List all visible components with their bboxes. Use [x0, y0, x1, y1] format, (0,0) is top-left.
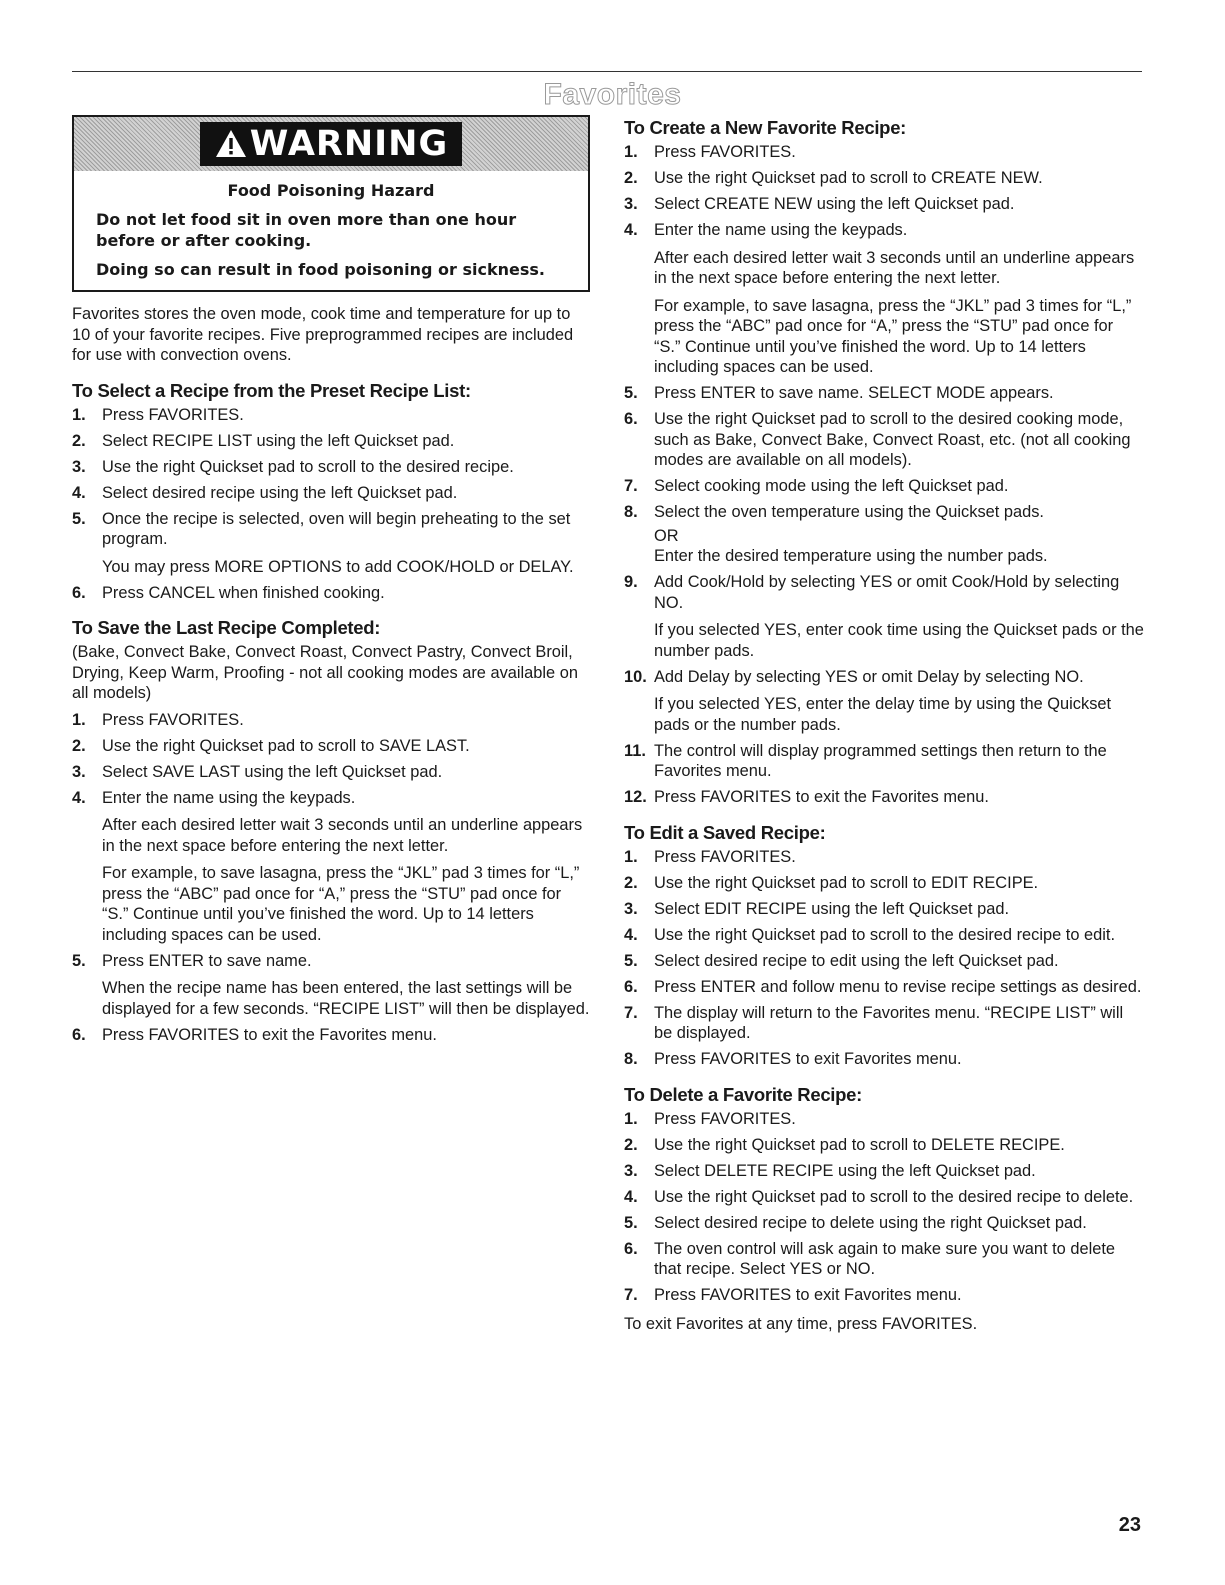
step-note: After each desired letter wait 3 seconds until an underline appears in the next space before entering the next letter.: [654, 248, 1135, 287]
list-item: [624, 667, 1144, 736]
step-text: Press CANCEL when finished cooking.: [102, 583, 385, 602]
step-text: Select SAVE LAST using the left Quickset pad.: [102, 762, 443, 781]
step-text: Add Delay by selecting YES or omit Delay by selecting NO.: [654, 667, 1084, 686]
step-text: Select RECIPE LIST using the left Quickset pad.: [102, 431, 455, 450]
step-number: 5.: [72, 951, 86, 970]
create-new-steps: [624, 142, 1144, 808]
step-text: Press FAVORITES.: [102, 405, 244, 424]
list-item: [72, 483, 590, 504]
step-number: 3.: [624, 195, 638, 213]
step-number: 8.: [624, 503, 638, 521]
save-last-intro: (Bake, Convect Bake, Convect Roast, Convect Pastry, Convect Broil, Drying, Keep Warm, Proofing - not all cooking modes are available on all models): [72, 643, 578, 702]
step-text: Press FAVORITES to exit Favorites menu.: [654, 1050, 962, 1068]
list-item: [624, 741, 1144, 782]
step-number: 10.: [624, 667, 647, 686]
step-text: Use the right Quickset pad to scroll to DELETE RECIPE.: [654, 1135, 1065, 1154]
warning-hazard: Food Poisoning Hazard: [227, 181, 435, 200]
step-number: 2.: [624, 1135, 638, 1154]
delete-steps: [624, 1109, 1144, 1306]
step-text: Press FAVORITES.: [654, 1109, 796, 1128]
or-label: OR: [654, 526, 679, 545]
list-item: [624, 925, 1144, 946]
section-heading-save-last: To Save the Last Recipe Completed:: [72, 617, 381, 638]
page-number: 23: [1118, 1514, 1141, 1536]
step-number: 7.: [624, 1003, 638, 1022]
step-text: Press FAVORITES to exit the Favorites menu.: [102, 1025, 437, 1044]
list-item: [624, 787, 1144, 808]
step-number: 6.: [72, 583, 86, 602]
step-number: 6.: [624, 1239, 638, 1258]
step-note: For example, to save lasagna, press the “JKL” pad 3 times for “L,” press the “ABC” pad once for “A,” press the “STU” pad once for “S.” Continue until you’ve finished the word. Up to 14 letters including spaces can be used.: [102, 864, 580, 944]
step-number: 5.: [72, 509, 86, 528]
left-column: [72, 115, 590, 1059]
step-number: 3.: [624, 899, 638, 918]
select-preset-steps: [72, 405, 590, 604]
step-text: Use the right Quickset pad to scroll to the desired recipe to delete.: [654, 1187, 1134, 1206]
step-number: 6.: [624, 410, 638, 428]
list-item: [72, 710, 590, 731]
step-number: 2.: [72, 431, 86, 450]
list-item: [624, 194, 1144, 215]
warning-line: Do not let food sit in oven more than one hour before or after cooking.: [96, 210, 517, 250]
step-note: When the recipe name has been entered, the last settings will be displayed for a few seconds. “RECIPE LIST” will then be displayed.: [102, 979, 590, 1018]
step-number: 4.: [624, 925, 638, 944]
list-item: [72, 405, 590, 426]
section-heading-create-new: To Create a New Favorite Recipe:: [624, 117, 907, 138]
step-text: The display will return to the Favorites menu. “RECIPE LIST” will be displayed.: [654, 1003, 1124, 1042]
step-text: Select EDIT RECIPE using the left Quickset pad.: [654, 899, 1009, 918]
step-note: If you selected YES, enter the delay time by using the Quickset pads or the number pads.: [654, 695, 1112, 734]
final-note: To exit Favorites at any time, press FAVORITES.: [624, 1314, 978, 1333]
list-item: [624, 1049, 1144, 1070]
intro-paragraph: Favorites stores the oven mode, cook time and temperature for up to 10 of your favorite recipes. Five preprogrammed recipes are included for use with convection ovens.: [72, 305, 574, 364]
list-item: [624, 873, 1144, 894]
warning-title: WARNING: [249, 124, 449, 164]
section-heading-edit-saved: To Edit a Saved Recipe:: [624, 821, 826, 843]
list-item: [72, 457, 590, 478]
step-number: 2.: [72, 736, 86, 755]
list-item: [624, 1187, 1144, 1208]
step-number: 1.: [624, 1109, 638, 1128]
step-text: Select DELETE RECIPE using the left Quickset pad.: [654, 1161, 1036, 1180]
step-number: 3.: [624, 1161, 638, 1180]
step-text: Press FAVORITES.: [654, 847, 796, 866]
save-last-steps: [72, 710, 590, 1046]
step-number: 4.: [72, 483, 86, 502]
page-title: Favorites: [543, 78, 682, 111]
step-number: 12.: [624, 788, 647, 806]
warning-title-block: [200, 122, 462, 166]
step-number: 2.: [624, 169, 638, 187]
step-text: Select desired recipe using the left Quickset pad.: [102, 483, 458, 502]
step-text: Press ENTER and follow menu to revise recipe settings as desired.: [654, 977, 1142, 996]
section-heading-select-preset: To Select a Recipe from the Preset Recipe List:: [72, 379, 471, 401]
step-text: Once the recipe is selected, oven will begin preheating to the set program.: [102, 509, 571, 548]
step-text: Use the right Quickset pad to scroll to CREATE NEW.: [654, 169, 1043, 187]
edit-saved-steps: [624, 847, 1144, 1070]
step-text: The oven control will ask again to make sure you want to delete that recipe. Select YES or NO.: [654, 1239, 1116, 1278]
list-item: [72, 736, 590, 757]
list-item: [624, 476, 1144, 497]
step-text: Use the right Quickset pad to scroll to the desired recipe to edit.: [654, 925, 1115, 944]
step-text: Select desired recipe to delete using the right Quickset pad.: [654, 1213, 1087, 1232]
list-item: [72, 788, 590, 946]
step-text: Use the right Quickset pad to scroll to the desired cooking mode, such as Bake, Convect Bake, Convect Roast, etc. (not all cooking modes are available on all models).: [654, 410, 1131, 469]
step-note: You may press MORE OPTIONS to add COOK/HOLD or DELAY.: [102, 557, 574, 576]
step-text: Add Cook/Hold by selecting YES or omit Cook/Hold by selecting NO.: [654, 573, 1120, 612]
step-text: Select the oven temperature using the Quickset pads.: [654, 503, 1044, 521]
list-item: [624, 1109, 1144, 1130]
step-number: 1.: [624, 847, 638, 866]
step-number: 1.: [72, 405, 86, 424]
step-number: 3.: [72, 457, 86, 476]
list-item: [624, 847, 1144, 868]
step-number: 8.: [624, 1050, 638, 1068]
step-number: 7.: [624, 477, 638, 495]
step-number: 5.: [624, 951, 638, 970]
list-item: [624, 572, 1144, 661]
list-item: [72, 431, 590, 452]
list-item: [72, 762, 590, 783]
list-item: [624, 142, 1144, 163]
list-item: [624, 1003, 1144, 1044]
list-item: [72, 1025, 590, 1046]
list-item: [624, 220, 1144, 378]
step-note: After each desired letter wait 3 seconds until an underline appears in the next space before entering the next letter.: [102, 816, 583, 855]
warning-box: [72, 115, 590, 292]
step-number: 2.: [624, 873, 638, 892]
step-text: Press FAVORITES to exit the Favorites menu.: [654, 788, 989, 806]
step-number: 3.: [72, 762, 86, 781]
step-number: 11.: [624, 741, 646, 760]
step-note: Enter the desired temperature using the number pads.: [654, 547, 1048, 565]
warning-line: Doing so can result in food poisoning or sickness.: [96, 260, 545, 279]
step-number: 4.: [72, 788, 86, 807]
list-item: [624, 1239, 1144, 1280]
list-item: [72, 951, 590, 1020]
step-number: 1.: [72, 710, 86, 729]
step-text: Press ENTER to save name.: [102, 951, 312, 970]
list-item: [624, 1285, 1144, 1306]
step-text: Press FAVORITES to exit Favorites menu.: [654, 1286, 962, 1304]
step-text: Select CREATE NEW using the left Quickset pad.: [654, 195, 1015, 213]
header-rule: [72, 71, 1142, 72]
list-item: [624, 1213, 1144, 1234]
list-item: [624, 409, 1144, 471]
list-item: [72, 509, 590, 578]
list-item: [624, 168, 1144, 189]
list-item: [624, 977, 1144, 998]
step-number: 9.: [624, 573, 638, 591]
step-text: Enter the name using the keypads.: [102, 788, 356, 807]
list-item: [624, 951, 1144, 972]
list-item: [72, 583, 590, 604]
warning-body: [74, 171, 588, 290]
step-text: Press FAVORITES.: [654, 143, 796, 161]
list-item: [624, 1161, 1144, 1182]
step-text: Press FAVORITES.: [102, 710, 244, 729]
list-item: [624, 899, 1144, 920]
step-number: 1.: [624, 143, 638, 161]
step-number: 7.: [624, 1286, 638, 1304]
section-heading-delete: To Delete a Favorite Recipe:: [624, 1083, 862, 1105]
step-note: If you selected YES, enter cook time using the Quickset pads or the number pads.: [654, 621, 1144, 660]
step-note: For example, to save lasagna, press the “JKL” pad 3 times for “L,” press the “ABC” pad once for “A,” press the “STU” pad once for “S.” Continue until you’ve finished the word. Up to 14 letters including spaces can be used.: [654, 296, 1132, 376]
step-number: 4.: [624, 1187, 638, 1206]
warning-triangle-icon: [214, 127, 248, 161]
step-text: Select cooking mode using the left Quickset pad.: [654, 477, 1009, 495]
list-item: [624, 502, 1144, 567]
step-text: Select desired recipe to edit using the left Quickset pad.: [654, 951, 1059, 970]
list-item: [624, 1135, 1144, 1156]
step-number: 6.: [72, 1025, 86, 1044]
step-text: Use the right Quickset pad to scroll to SAVE LAST.: [102, 736, 470, 755]
step-number: 6.: [624, 977, 638, 996]
step-number: 5.: [624, 384, 638, 402]
step-text: The control will display programmed settings then return to the Favorites menu.: [654, 741, 1107, 780]
step-text: Press ENTER to save name. SELECT MODE appears.: [654, 384, 1054, 402]
step-text: Use the right Quickset pad to scroll to EDIT RECIPE.: [654, 873, 1039, 892]
list-item: [624, 383, 1144, 404]
step-text: Enter the name using the keypads.: [654, 221, 908, 239]
step-number: 4.: [624, 221, 638, 239]
warning-header: [74, 117, 588, 171]
step-number: 5.: [624, 1213, 638, 1232]
right-column: [624, 117, 1144, 1334]
step-text: Use the right Quickset pad to scroll to the desired recipe.: [102, 457, 514, 476]
